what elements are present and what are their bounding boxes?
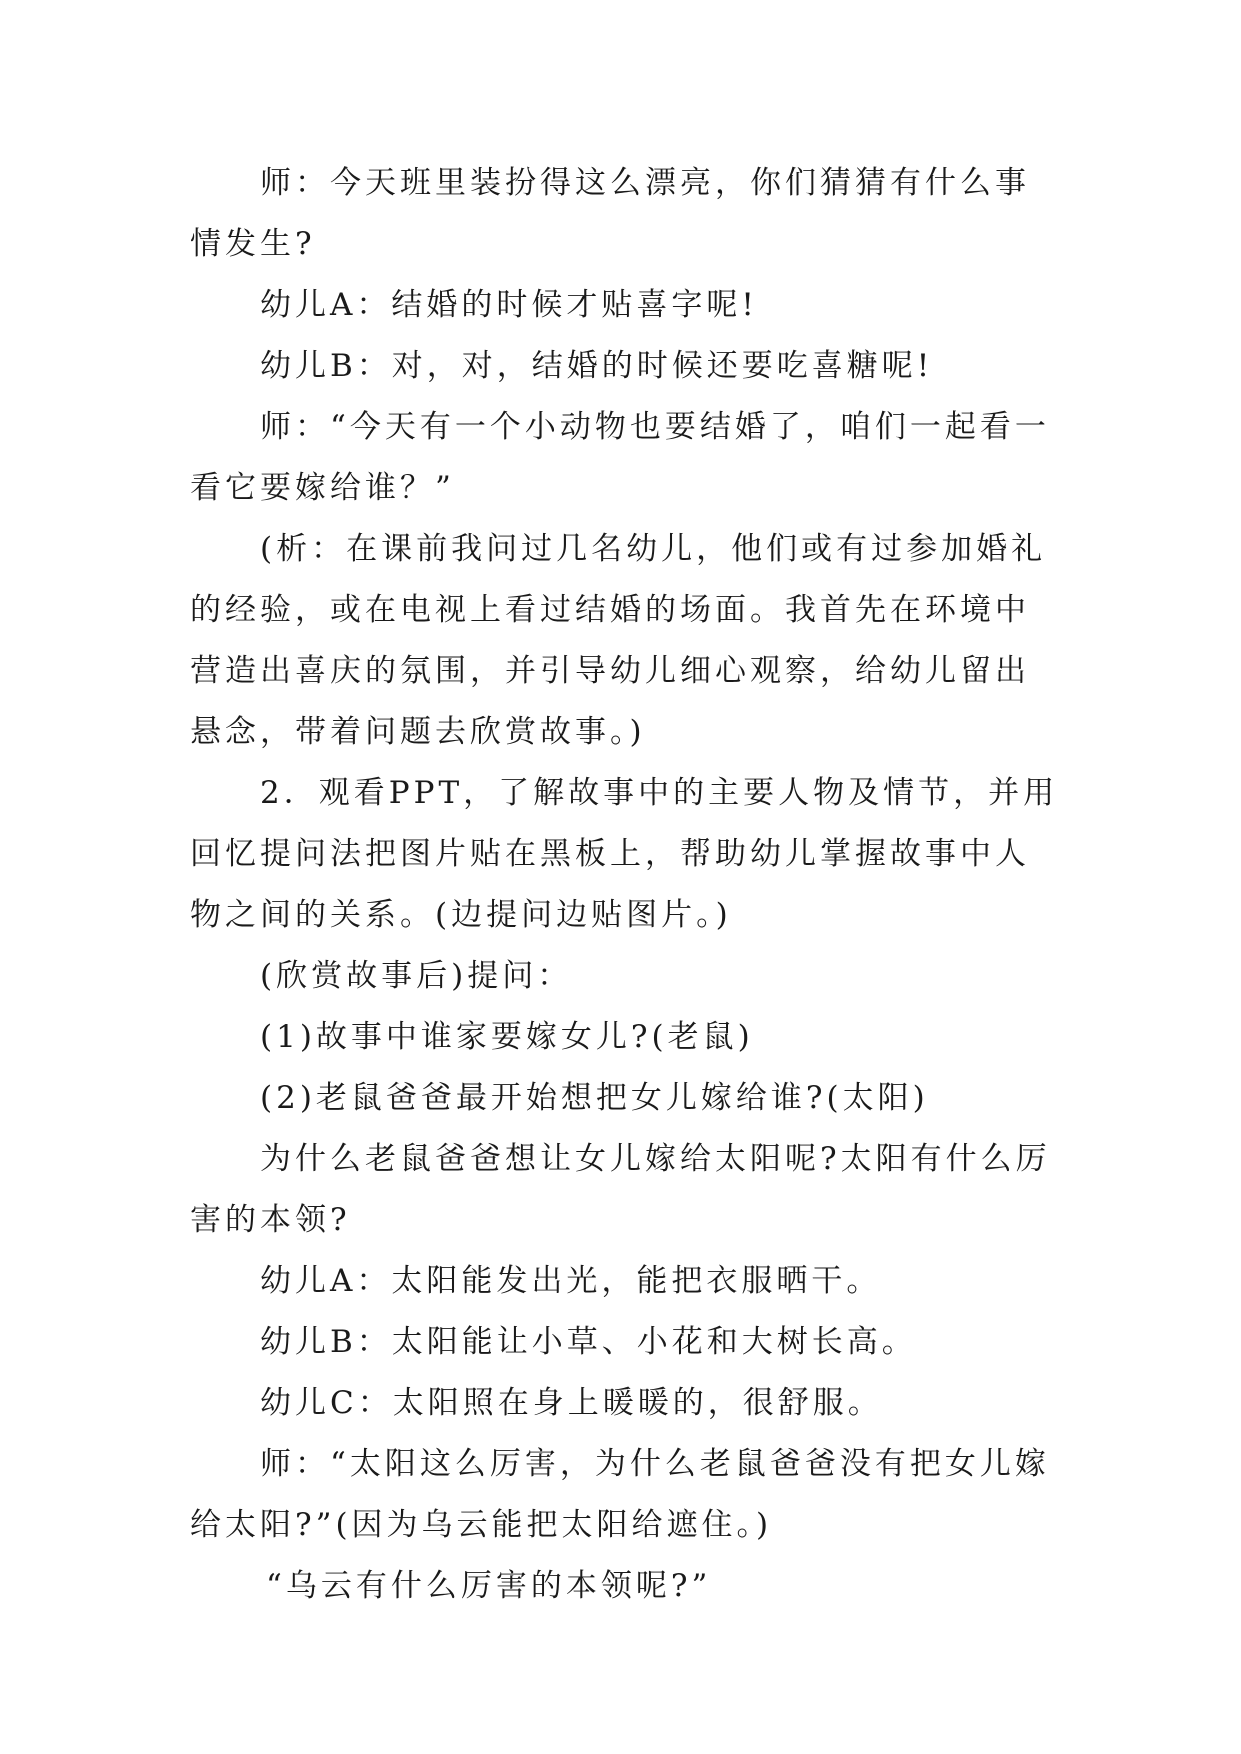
paragraph-child-a-sun: 幼儿A：太阳能发出光，能把衣服晒干。 — [260, 1263, 882, 1299]
paragraph-teacher-marry: 师：“今天有一个小动物也要结婚了，咱们一起看一看它要嫁给谁？” — [190, 409, 1050, 506]
paragraph-why-sun: 为什么老鼠爸爸想让女儿嫁给太阳呢?太阳有什么厉害的本领? — [190, 1141, 1051, 1238]
paragraph-child-b-candy: 幼儿B：对，对，结婚的时候还要吃喜糖呢! — [260, 348, 934, 384]
paragraph-child-c-sun: 幼儿C：太阳照在身上暖暖的，很舒服。 — [260, 1385, 883, 1421]
paragraph-question-2: (2)老鼠爸爸最开始想把女儿嫁给谁?(太阳) — [260, 1080, 929, 1116]
paragraph-questions-heading: (欣赏故事后)提问： — [260, 958, 573, 994]
document-body — [190, 153, 1060, 1617]
paragraph-child-b-sun: 幼儿B：太阳能让小草、小花和大树长高。 — [260, 1324, 917, 1360]
paragraph-cloud-ability: “乌云有什么厉害的本领呢?” — [266, 1568, 712, 1604]
paragraph-child-a-wedding: 幼儿A：结婚的时候才贴喜字呢! — [260, 287, 758, 323]
paragraph-analysis: (析：在课前我问过几名幼儿，他们或有过参加婚礼的经验，或在电视上看过结婚的场面。我首先在环境中营造出喜庆的氛围，并引导幼儿细心观察，给幼儿留出悬念，带着问题去欣赏故事。) — [190, 531, 1047, 750]
paragraph-question-1: (1)故事中谁家要嫁女儿?(老鼠) — [260, 1019, 754, 1055]
paragraph-teacher-cloud: 师：“太阳这么厉害，为什么老鼠爸爸没有把女儿嫁给太阳?”(因为乌云能把太阳给遮住。) — [190, 1446, 1050, 1543]
paragraph-teacher-intro: 师：今天班里装扮得这么漂亮，你们猜猜有什么事情发生? — [190, 165, 1030, 262]
paragraph-step-2: 2．观看PPT，了解故事中的主要人物及情节，并用回忆提问法把图片贴在黑板上，帮助幼儿掌握故事中人物之间的关系。(边提问边贴图片。) — [190, 775, 1059, 933]
